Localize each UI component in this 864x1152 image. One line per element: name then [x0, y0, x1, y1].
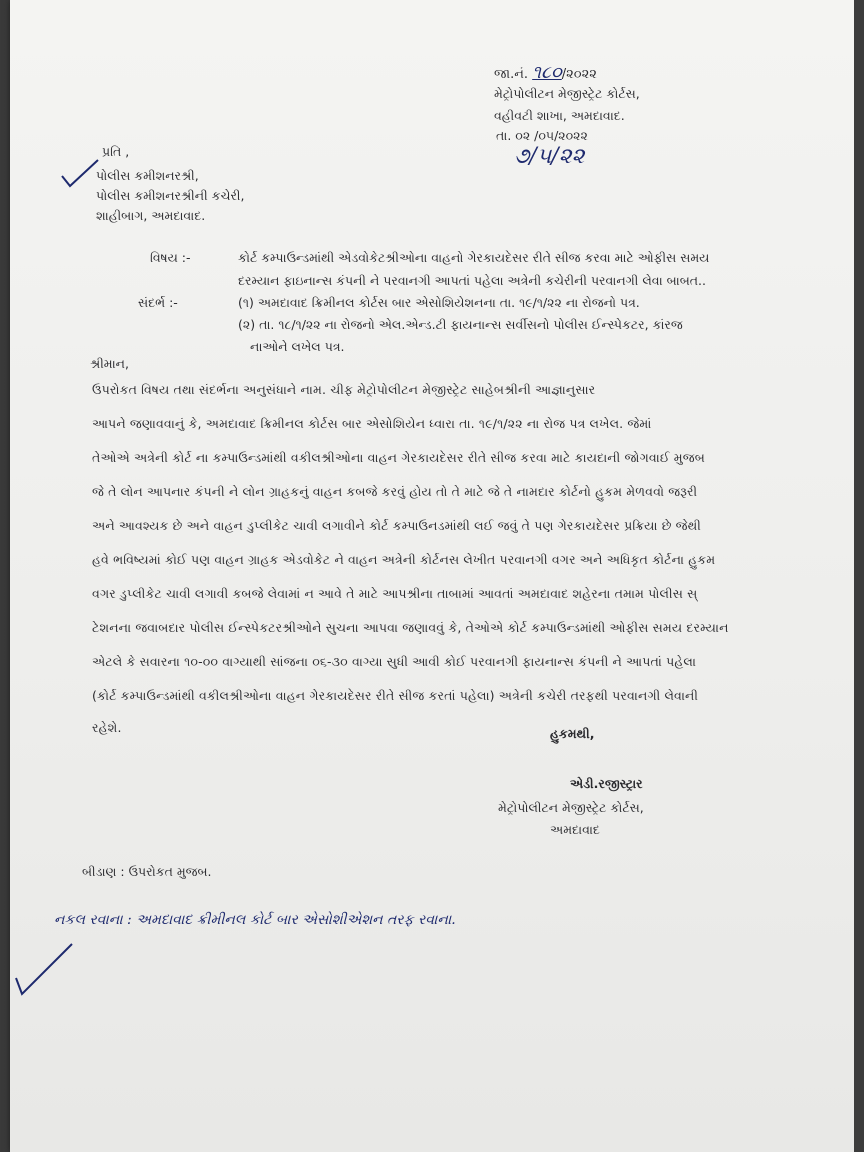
ref-number-handwritten: ૧૮૦ [532, 62, 562, 83]
reference-line-3: નાઓને લખેલ પત્ર. [250, 339, 345, 354]
subject-line-1: કોર્ટ કમ્પાઉન્ડમાંથી એડવોકેટશ્રીઓના વાહનો ગેરકાયદેસર રીતે સીજ કરવા માટે ઓફીસ સમય [238, 250, 710, 265]
body-line: ઉપરોકત વિષય તથા સંદર્ભના અનુસંધાને નામ. ચીફ મેટ્રોપોલીટન મેજીસ્ટ્રેટ સાહેબશ્રીની આજ્ઞાનુસાર [92, 382, 596, 397]
recipient-line-1: પોલીસ કમીશનરશ્રી, [96, 168, 199, 183]
subject-label: વિષય :- [150, 250, 191, 265]
handwritten-date: ૭/૫/૨૨ [514, 144, 585, 169]
recipient-line-3: શાહીબાગ, અમદાવાદ. [96, 208, 206, 223]
body-line: એટલે કે સવારના ૧૦-૦૦ વાગ્યાથી સાંજના ૦૬-૩૦ વાગ્યા સુધી આવી કોઈ પરવાનગી ફાયનાન્સ કંપની ને આપતાં પહેલા [92, 654, 697, 669]
body-line: વગર ડુપ્લીકેટ ચાવી લગાવી કબજે લેવામાં ન આવે તે માટે આપશ્રીના તાબામાં આવતાં અમદાવાદ શહેરના તમામ પોલીસ સ્ [92, 586, 698, 601]
signature-city: અમદાવાદ [550, 822, 600, 837]
letter-date: તા. ૦૨ /૦૫/૨૦૨૨ [496, 128, 588, 143]
signature-organization: મેટ્રોપોલીટન મેજીસ્ટ્રેટ કોર્ટસ, [498, 800, 644, 815]
reference-line-1: (૧) અમદાવાદ ક્રિમીનલ કોર્ટસ બાર એસોશિયેશનના તા. ૧૯/૧/૨૨ ના રોજનો પત્ર. [238, 295, 640, 310]
body-line: ટેશનના જવાબદાર પોલીસ ઈન્સ્પેકટરશ્રીઓને સુચના આપવા જણાવવું કે, તેઓએ કોર્ટ કમ્પાઉન્ડમાંથી ઓફીસ સમય દરમ્યાન [92, 620, 729, 635]
body-line: જે તે લોન આપનાર કંપની ને લોન ગ્રાહકનું વાહન કબજે કરવું હોય તો તે માટે જે તે નામદાર કોર્ટનો હુકમ મેળવવો જરૂરી [92, 484, 698, 499]
ref-prefix: જા.નં. [494, 67, 529, 82]
photo-edge [854, 0, 864, 1152]
handwritten-copy-note: નકલ રવાના : અમદાવાદ ક્રીમીનલ કોર્ટ બાર એસોશીએશન તરફ રવાના. [54, 912, 456, 928]
reference-label: સંદર્ભ :- [138, 295, 178, 310]
enclosure-note: બીડાણ : ઉપરોકત મુજબ. [82, 864, 212, 879]
body-line: (કોર્ટ કમ્પાઉન્ડમાંથી વકીલશ્રીઓના વાહન ગેરકાયદેસર રીતે સીજ કરતાં પહેલા) અત્રેની કચેરી તરફથી પરવાનગી લેવાની [92, 688, 699, 703]
recipient-prati: પ્રતિ , [102, 144, 130, 159]
body-line: હવે ભવિષ્યમાં કોઈ પણ વાહન ગ્રાહક એડવોકેટ ને વાહન અત્રેની કોર્ટનસ લેખીત પરવાનગી વગર અને અધિકૃત કોર્ટના હુકમ [92, 552, 716, 567]
recipient-line-2: પોલીસ કમીશનરશ્રીની કચેરી, [96, 188, 245, 203]
body-line: તેઓએ અત્રેની કોર્ટ ના કમ્પાઉન્ડમાંથી વકીલશ્રીઓના વાહન ગેરકાયદેસર રીતે સીજ કરવા માટે કાયદાની જોગવાઈ મુજબ [92, 450, 705, 465]
body-line: અને આવશ્યક છે અને વાહન ડુપ્લીકેટ ચાવી લગાવીને કોર્ટ કમ્પાઉનડમાંથી લઈ જવું તે પણ ગેરકાયદેસર પ્રક્રિયા છે જેથી [92, 518, 701, 533]
salutation: શ્રીમાન, [90, 356, 129, 371]
document-page [10, 0, 854, 1152]
signature-title: એડી.રજીસ્ટ્રાર [570, 776, 643, 791]
body-line: રહેશે. [92, 720, 122, 735]
reference-number [494, 62, 597, 83]
check-mark-icon [60, 158, 100, 188]
subject-line-2: દરમ્યાન ફાઇનાન્સ કંપની ને પરવાનગી આપતાં પહેલા અત્રેની કચેરીની પરવાનગી લેવા બાબત.. [238, 273, 707, 288]
check-mark-icon [14, 940, 74, 996]
office-line-1: મેટ્રોપોલીટન મેજીસ્ટ્રેટ કોર્ટસ, [494, 86, 640, 101]
ref-suffix: /૨૦૨૨ [561, 67, 597, 82]
body-line: આપને જણાવવાનું કે, અમદાવાદ ક્રિમીનલ કોર્ટસ બાર એસોશિયેન ધ્વારા તા. ૧૯/૧/૨૨ ના રોજ પત્ર લખેલ. જેમાં [92, 416, 652, 431]
signature-hukum: હુકમથી, [550, 726, 595, 741]
reference-line-2: (૨) તા. ૧૮/૧/૨૨ ના રોજનો એલ.એન્ડ.ટી ફાયનાન્સ સર્વીસનો પોલીસ ઈન્સ્પેકટર, કાંરજ [238, 317, 683, 332]
office-line-2: વહીવટી શાખા, અમદાવાદ. [494, 108, 625, 123]
